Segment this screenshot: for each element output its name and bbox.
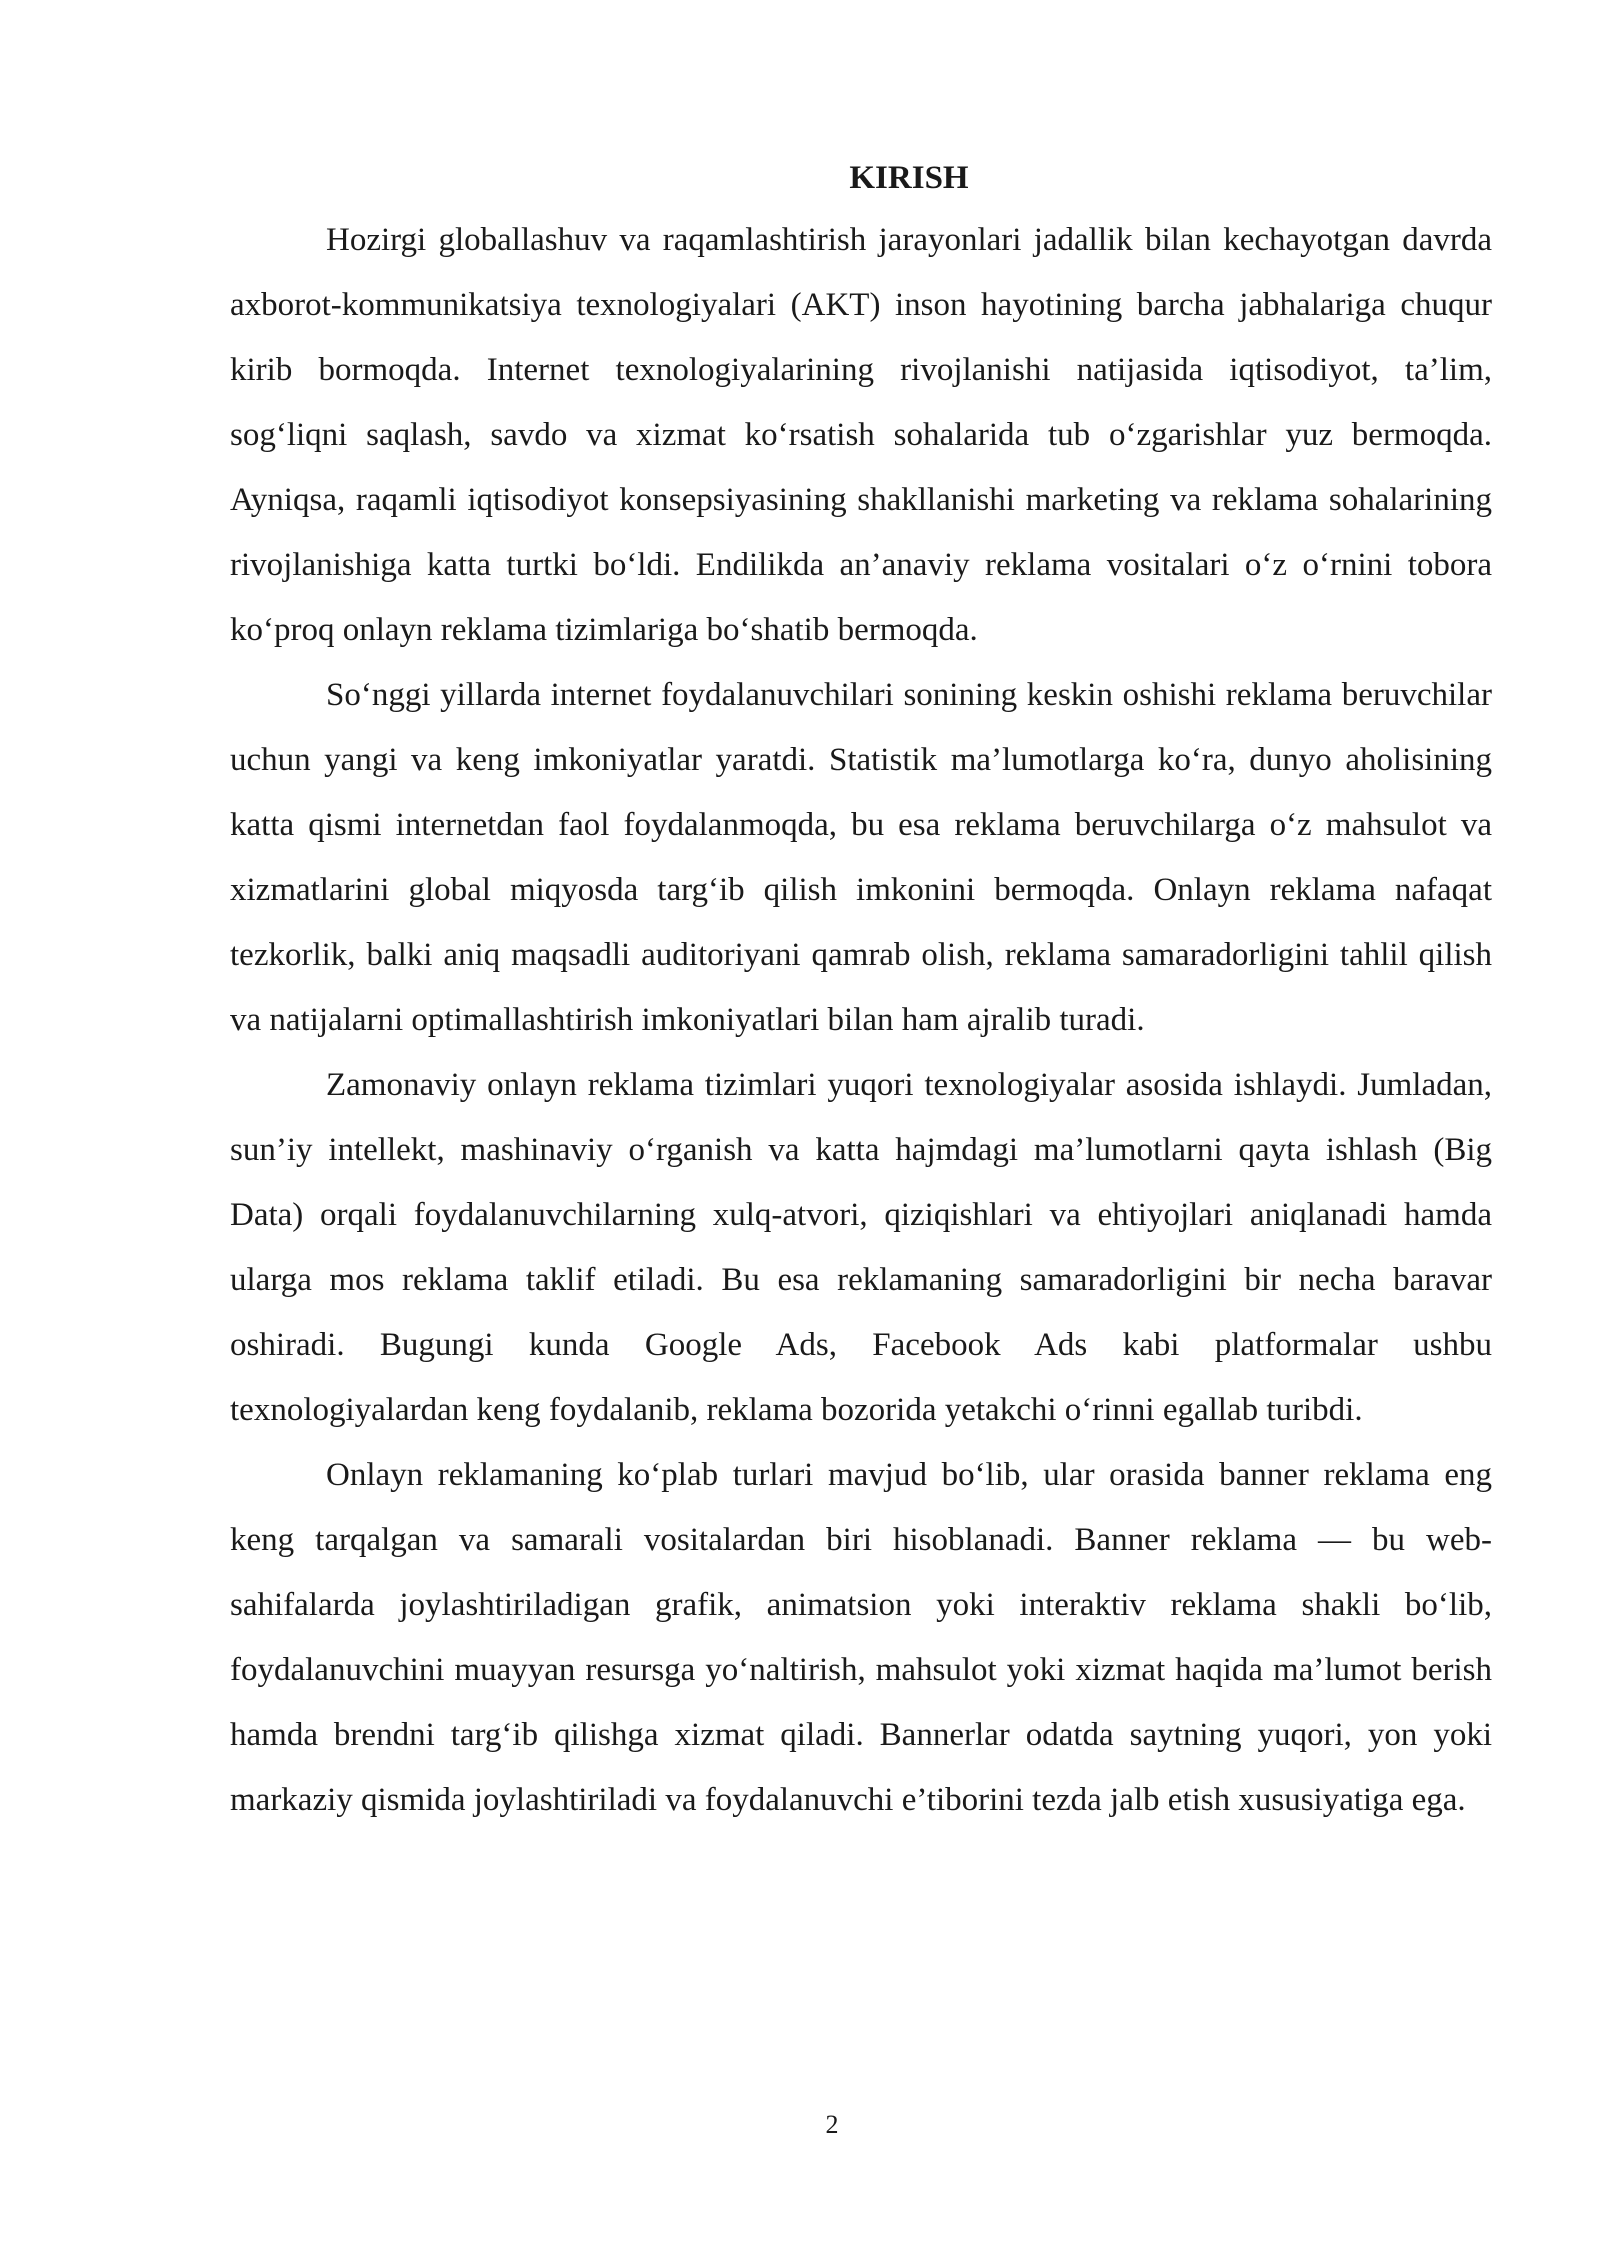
paragraph-2: So‘nggi yillarda internet foydalanuvchilari sonining keskin oshishi reklama beruvchilar uchun yangi va keng imkoniyatlar yaratdi. Statistik ma’lumotlarga ko‘ra, dunyo aholisining katta qismi internetdan faol foydalanmoqda, bu esa reklama beruvchilarga o‘z mahsulot va xizmatlarini global miqyosda targ‘ib qilish imkonini bermoqda. Onlayn reklama nafaqat tezkorlik, balki aniq maqsadli auditoriyani qamrab olish, reklama samaradorligini tahlil qilish va natijalarni optimallashtirish imkoniyatlari bilan ham ajralib turadi. bbox=[230, 677, 1492, 1038]
page-body bbox=[230, 148, 1492, 1833]
page-title: KIRISH bbox=[849, 160, 969, 196]
paragraph-4: Onlayn reklamaning ko‘plab turlari mavjud bo‘lib, ular orasida banner reklama eng keng tarqalgan va samarali vositalardan biri hisoblanadi. Banner reklama — bu web-sahifalarda joylashtiriladigan grafik, animatsion yoki interaktiv reklama shakli bo‘lib, foydalanuvchini muayyan resursga yo‘naltirish, mahsulot yoki xizmat haqida ma’lumot berish hamda brendni targ‘ib qilishga xizmat qiladi. Bannerlar odatda saytning yuqori, yon yoki markaziy qismida joylashtiriladi va foydalanuvchi e’tiborini tezda jalb etish xususiyatiga ega. bbox=[230, 1457, 1492, 1818]
paragraph-3: Zamonaviy onlayn reklama tizimlari yuqori texnologiyalar asosida ishlaydi. Jumladan, sun’iy intellekt, mashinaviy o‘rganish va katta hajmdagi ma’lumotlarni qayta ishlash (Big Data) orqali foydalanuvchilarning xulq-atvori, qiziqishlari va ehtiyojlari aniqlanadi hamda ularga mos reklama taklif etiladi. Bu esa reklamaning samaradorligini bir necha baravar oshiradi. Bugungi kunda Google Ads, Facebook Ads kabi platformalar ushbu texnologiyalardan keng foydalanib, reklama bozorida yetakchi o‘rinni egallab turibdi. bbox=[230, 1067, 1492, 1428]
paragraph-1: Hozirgi globallashuv va raqamlashtirish jarayonlari jadallik bilan kechayotgan davrda axborot-kommunikatsiya texnologiyalari (AKT) inson hayotining barcha jabhalariga chuqur kirib bormoqda. Internet texnologiyalarining rivojlanishi natijasida iqtisodiyot, ta’lim, sog‘liqni saqlash, savdo va xizmat ko‘rsatish sohalarida tub o‘zgarishlar yuz bermoqda. Ayniqsa, raqamli iqtisodiyot konsepsiyasining shakllanishi marketing va reklama sohalarining rivojlanishiga katta turtki bo‘ldi. Endilikda an’anaviy reklama vositalari o‘z o‘rnini tobora ko‘proq onlayn reklama tizimlariga bo‘shatib bermoqda. bbox=[230, 222, 1492, 648]
page-number: 2 bbox=[825, 2110, 839, 2139]
